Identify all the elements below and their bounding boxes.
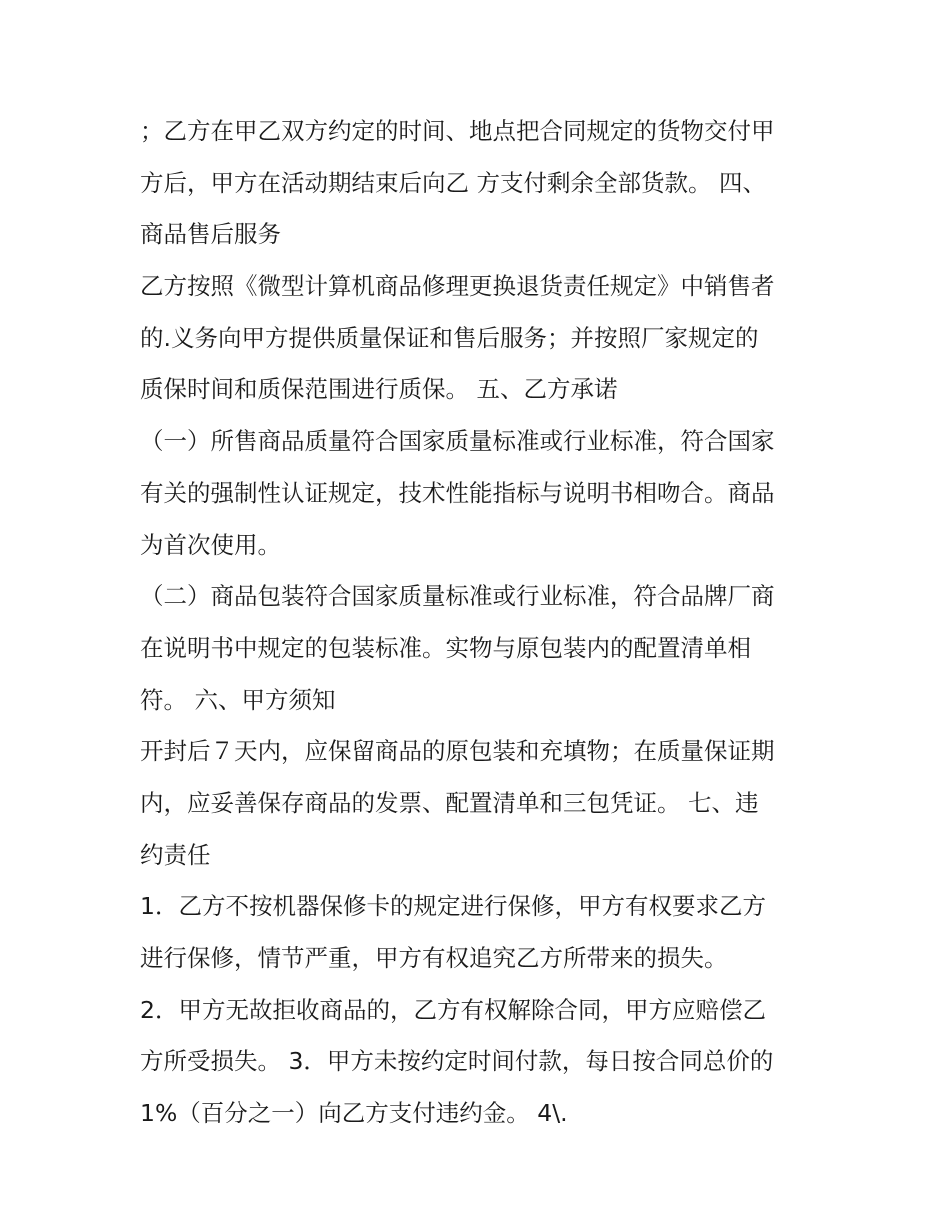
text-line: 1%（百分之一）向乙方支付违约金。 4\.: [140, 1099, 568, 1128]
section-heading-line: 约责任: [140, 840, 211, 869]
text-line: （一）所售商品质量符合国家质量标准或行业标准，符合国家: [140, 427, 775, 456]
text-line: 质保时间和质保范围进行质保。 五、乙方承诺: [140, 375, 618, 404]
document-body: [140, 106, 820, 1140]
text-line: 方所受损失。 3．甲方未按约定时间付款，每日按合同总价的: [140, 1047, 774, 1076]
text-line: （二）商品包装符合国家质量标准或行业标准，符合品牌厂商: [140, 582, 775, 611]
text-line: 2．甲方无故拒收商品的，乙方有权解除合同，甲方应赔偿乙: [140, 995, 766, 1024]
text-line: 内，应妥善保存商品的发票、配置清单和三包凭证。 七、违: [140, 788, 759, 817]
text-line: 在说明书中规定的包装标准。实物与原包装内的配置清单相: [140, 633, 751, 662]
text-line: 符。 六、甲方须知: [140, 685, 336, 714]
text-line: 进行保修，情节严重，甲方有权追究乙方所带来的损失。: [140, 944, 728, 972]
text-line: 的.义务向甲方提供质量保证和售后服务；并按照厂家规定的: [140, 323, 759, 352]
section-heading-line: 商品售后服务: [140, 220, 281, 249]
text-line: 为首次使用。: [140, 530, 281, 559]
text-line: 开封后７天内，应保留商品的原包装和充填物；在质量保证期: [140, 737, 775, 766]
text-line: 方后，甲方在活动期结束后向乙 方支付剩余全部货款。 四、: [140, 168, 766, 197]
text-line: ；乙方在甲乙双方约定的时间、地点把合同规定的货物交付甲: [140, 117, 775, 145]
text-line: 1．乙方不按机器保修卡的规定进行保修，甲方有权要求乙方: [140, 892, 766, 921]
text-line: 有关的强制性认证规定，技术性能指标与说明书相吻合。商品: [140, 478, 775, 507]
text-line: 乙方按照《微型计算机商品修理更换退货责任规定》中销售者: [140, 272, 775, 301]
